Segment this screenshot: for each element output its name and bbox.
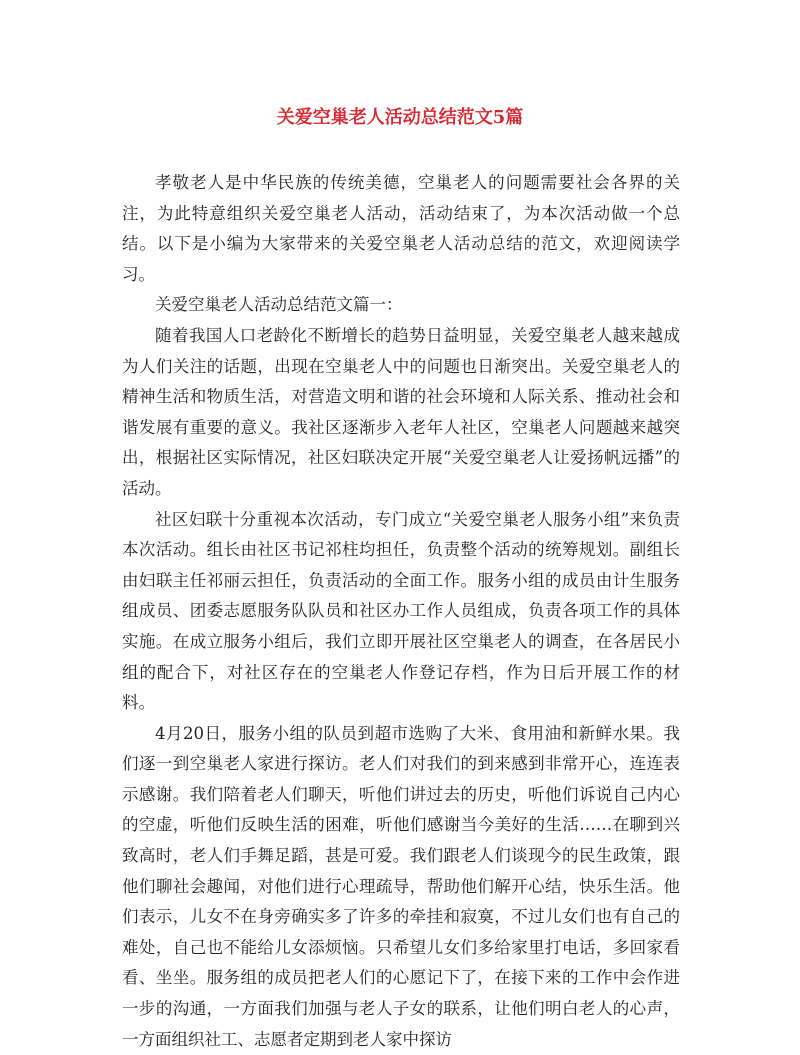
intro-paragraph: 孝敬老人是中华民族的传统美德，空巢老人的问题需要社会各界的关注，为此特意组织关爱空巢老人活动，活动结束了，为本次活动做一个总结。以下是小编为大家带来的关爱空巢老人活动总结的范文，欢迎阅读学习。 (122, 173, 680, 284)
body-paragraph-3: 4月20日，服务小组的队员到超市选购了大米、食用油和新鲜水果。我们逐一到空巢老人家进行探访。老人们对我们的到来感到非常开心，连连表示感谢。我们陪着老人们聊天，听他们讲过去的历史，听他们诉说自己内心的空虚，听他们反映生活的困难，听他们感谢当今美好的生活……在聊到兴致高时，老人们手舞足蹈，甚是可爱。我们跟老人们谈现今的民生政策，跟他们聊社会趣闻，对他们进行心理疏导，帮助他们解开心结，快乐生活。他们表示，儿女不在身旁确实多了许多的牵挂和寂寞，不过儿女们也有自己的难处，自己也不能给儿女添烦恼。只希望儿女们多给家里打电话，多回家看看、坐坐。服务组的成员把老人们的心愿记下了，在接下来的工作中会作进一步的沟通，一方面我们加强与老人子女的联系，让他们明白老人的心声，一方面组织社工、志愿者定期到老人家中探访 (122, 723, 680, 1049)
document-body (122, 168, 680, 1055)
body-paragraph-2: 社区妇联十分重视本次活动，专门成立“关爱空巢老人服务小组”来负责本次活动。组长由社区书记祁柱均担任，负责整个活动的统筹规划。副组长由妇联主任祁丽云担任，负责活动的全面工作。服务小组的成员由计生服务组成员、团委志愿服务队队员和社区办工作人员组成，负责各项工作的具体实施。在成立服务小组后，我们立即开展社区空巢老人的调查，在各居民小组的配合下，对社区存在的空巢老人作登记存档，作为日后开展工作的材料。 (122, 509, 680, 713)
section-heading: 关爱空巢老人活动总结范文篇一： (155, 295, 403, 315)
body-paragraph-1: 随着我国人口老龄化不断增长的趋势日益明显，关爱空巢老人越来越成为人们关注的话题，出现在空巢老人中的问题也日渐突出。关爱空巢老人的精神生活和物质生活，对营造文明和谐的社会环境和人际关系、推动社会和谐发展有重要的意义。我社区逐渐步入老年人社区，空巢老人问题越来越突出，根据社区实际情况，社区妇联决定开展“关爱空巢老人让爱扬帆远播”的活动。 (122, 325, 680, 498)
document-title: 关爱空巢老人活动总结范文5篇 (276, 107, 524, 128)
